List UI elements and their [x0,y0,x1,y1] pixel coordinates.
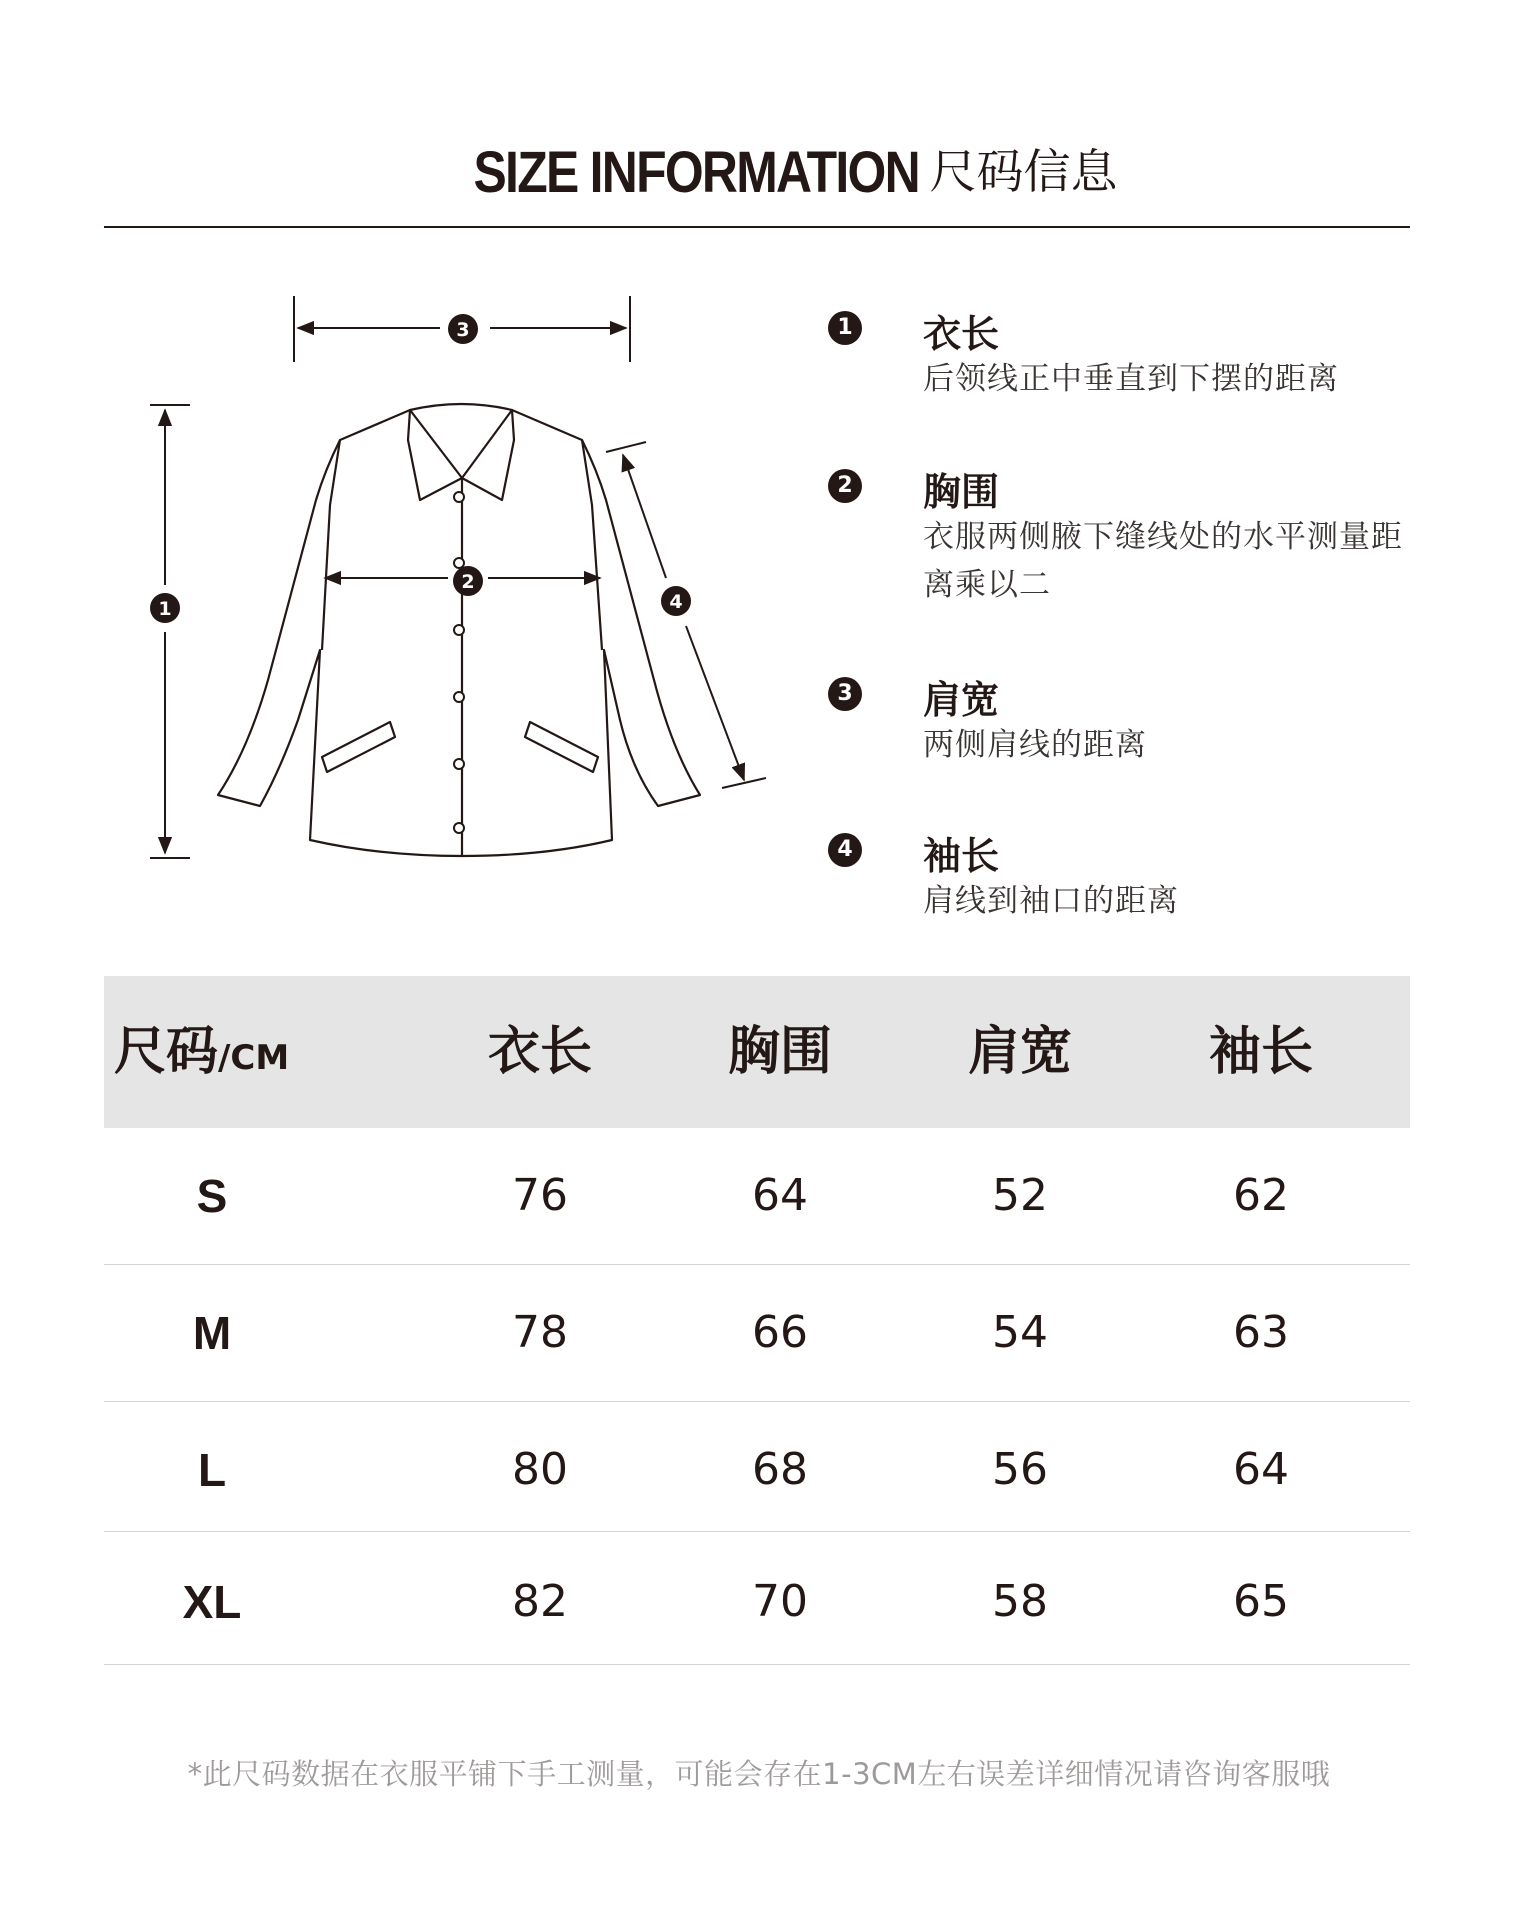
header-size-label: 尺码 [114,1022,219,1082]
title-english: SIZE INFORMATION [473,140,919,205]
page-title [0,138,1518,208]
marker-label: 1 [158,598,172,620]
cell-sleeve: 62 [1233,1170,1289,1221]
legend-number-icon: 3 [828,677,862,711]
length-arrow [150,405,190,858]
marker-label: 4 [669,591,683,613]
cell-chest: 64 [752,1170,808,1221]
marker-2-icon [453,566,483,596]
cell-length: 78 [512,1307,568,1358]
cell-length: 80 [512,1444,568,1495]
cell-sleeve: 64 [1233,1444,1289,1495]
cell-sleeve: 65 [1233,1576,1289,1627]
table-header [104,976,1410,1128]
header-size [114,976,334,1128]
cell-shoulder: 56 [992,1444,1048,1495]
legend-number-icon: 1 [828,311,862,345]
cell-shoulder: 52 [992,1170,1048,1221]
footnote: *此尺码数据在衣服平铺下手工测量，可能会存在1-3CM左右误差详细情况请咨询客服哦 [187,1757,1331,1791]
title-chinese: 尺码信息 [929,145,1118,200]
header-sleeve: 袖长 [1208,1022,1313,1082]
cell-chest: 66 [752,1307,808,1358]
cell-chest: 68 [752,1444,808,1495]
legend-description: 两侧肩线的距离 [923,727,1147,763]
cell-shoulder: 54 [992,1307,1048,1358]
cell-chest: 70 [752,1576,808,1627]
title-divider [104,226,1410,228]
sleeve-arrow [606,442,766,788]
marker-3-icon [448,314,478,344]
legend-description: 后领线正中垂直到下摆的距离 [923,361,1339,397]
table-row [104,1265,1410,1402]
marker-4-icon [661,586,691,616]
cell-size: L [197,1444,227,1496]
cell-shoulder: 58 [992,1576,1048,1627]
cell-length: 82 [512,1576,568,1627]
header-chest: 胸围 [727,1022,832,1082]
marker-label: 2 [461,571,475,593]
legend-title: 袖长 [923,834,1000,878]
size-table [104,976,1410,1665]
cell-size: M [192,1307,232,1359]
legend-title: 衣长 [923,312,1000,356]
jacket-measurement-diagram [130,280,790,880]
table-row [104,1532,1410,1665]
header-unit: /CM [218,1038,290,1078]
marker-label: 3 [456,319,470,341]
legend-number-icon: 4 [828,833,862,867]
header-length: 衣长 [487,1022,592,1082]
marker-1-icon [150,593,180,623]
cell-sleeve: 63 [1233,1307,1289,1358]
cell-size: S [196,1170,228,1222]
legend-title: 肩宽 [923,678,1000,722]
legend-description: 肩线到袖口的距离 [923,883,1179,919]
legend-title: 胸围 [923,470,1000,514]
header-shoulder: 肩宽 [967,1022,1072,1082]
legend-description: 衣服两侧腋下缝线处的水平测量距离乘以二 [923,519,1403,603]
cell-length: 76 [512,1170,568,1221]
table-row [104,1128,1410,1265]
table-row [104,1402,1410,1532]
legend-number-icon: 2 [828,469,862,503]
cell-size: XL [182,1576,242,1628]
